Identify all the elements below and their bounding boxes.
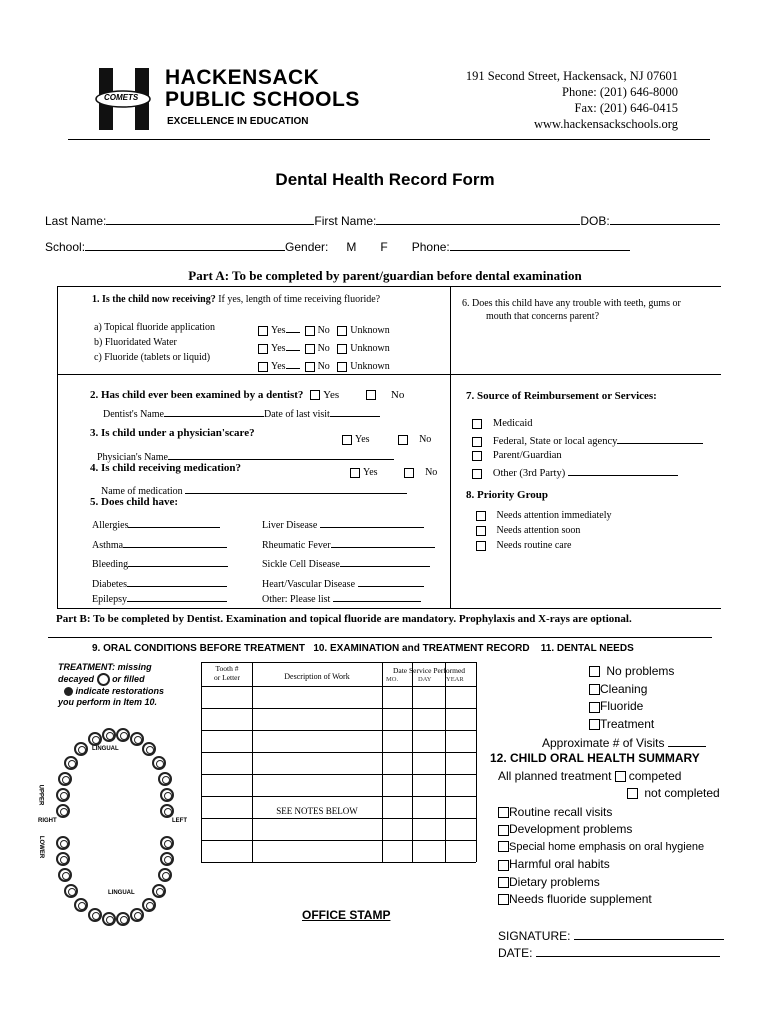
last-name-label: Last Name: — [45, 214, 107, 228]
q4-yes-checkbox[interactable] — [350, 468, 360, 478]
need-cleaning: Cleaning — [589, 681, 674, 699]
q7-item-medicaid: Medicaid — [472, 417, 703, 431]
q4-no-checkbox[interactable] — [404, 468, 414, 478]
checkbox[interactable] — [472, 437, 482, 447]
chart-label-lower: LOWER — [38, 835, 45, 859]
q3-yes-checkbox[interactable] — [342, 435, 352, 445]
table-row-line — [201, 796, 476, 797]
checkbox[interactable] — [472, 419, 482, 429]
q8-items — [476, 508, 611, 553]
q1-note: If yes, length of time receiving fluoride? — [218, 294, 381, 305]
dob-label: DOB: — [580, 214, 610, 228]
phone-label: Phone: — [411, 240, 450, 254]
q7-item-other: Other (3rd Party) — [472, 463, 703, 481]
table-column-line — [252, 662, 253, 862]
treatment-note: TREATMENT: missing decayed or filled indicate restorations you perform in Item 10. — [58, 662, 165, 707]
logo-badge-text: COMETS — [104, 93, 139, 102]
table-row-line — [201, 708, 476, 709]
table-row-line — [201, 818, 476, 819]
dentist-name-label: Dentist's Name — [103, 409, 164, 420]
summary-fluoride-supplement: Needs fluoride supplement — [498, 891, 704, 908]
summary-hygiene: Special home emphasis on oral hygiene — [498, 839, 704, 856]
condition-allergies: Allergies — [92, 515, 228, 535]
need-no-problems: No problems — [589, 663, 674, 681]
condition-asthma: Asthma — [92, 535, 228, 555]
q4-block — [90, 462, 241, 474]
logo-tagline: EXCELLENCE IN EDUCATION — [167, 116, 309, 127]
table-column-line — [476, 662, 477, 862]
checkbox[interactable] — [305, 326, 315, 336]
length-field[interactable] — [286, 356, 300, 369]
checkbox[interactable] — [337, 344, 347, 354]
office-stamp-label: OFFICE STAMP — [302, 908, 391, 922]
checkbox[interactable] — [305, 362, 315, 372]
medication-row — [101, 481, 407, 497]
signature-field[interactable] — [574, 927, 724, 940]
top-fields-row2 — [45, 238, 735, 254]
physician-row — [97, 447, 394, 463]
date-row: DATE: — [498, 944, 720, 960]
checkbox[interactable] — [498, 894, 509, 905]
see-notes-below: SEE NOTES BELOW — [276, 806, 358, 816]
summary-list — [498, 804, 704, 908]
checkbox[interactable] — [498, 841, 509, 852]
length-field[interactable] — [286, 320, 300, 333]
gender-m-option[interactable]: M — [346, 240, 357, 254]
school-website: www.hackensackschools.org — [533, 117, 678, 131]
rheumatic-field[interactable] — [331, 535, 435, 548]
q7-items — [472, 417, 703, 481]
school-phone: Phone: (201) 646-8000 — [562, 85, 678, 99]
tooth-icon[interactable] — [160, 788, 174, 802]
filled-tooth-icon — [64, 687, 73, 696]
tooth-icon[interactable] — [74, 898, 88, 912]
tooth-icon[interactable] — [64, 884, 78, 898]
section-11-label: 11. DENTAL NEEDS — [540, 643, 634, 654]
tooth-icon[interactable] — [160, 804, 174, 818]
school-label: School: — [45, 240, 86, 254]
q8-item-soon: Needs attention soon — [476, 523, 611, 538]
chart-label-lingual-bottom: LINGUAL — [108, 890, 135, 896]
condition-sickle-cell: Sickle Cell Disease — [262, 554, 435, 574]
q6-label: 6. Does this child have any trouble with teeth, gums or — [462, 298, 681, 309]
summary-dietary: Dietary problems — [498, 874, 704, 891]
tooth-icon[interactable] — [152, 756, 166, 770]
chart-label-lingual-top: LINGUAL — [92, 746, 119, 752]
q3-no-checkbox[interactable] — [398, 435, 408, 445]
physician-name-field[interactable] — [168, 447, 394, 460]
tooth-icon[interactable] — [88, 908, 102, 922]
checkbox[interactable] — [476, 541, 486, 551]
decayed-tooth-icon — [97, 673, 110, 686]
top-fields-row1 — [45, 212, 735, 228]
q1-items — [94, 320, 215, 365]
table-column-line — [445, 662, 446, 862]
checkbox[interactable] — [589, 684, 600, 695]
tooth-icon[interactable] — [142, 742, 156, 756]
tooth-icon[interactable] — [160, 852, 174, 866]
table-row-line — [201, 686, 476, 687]
tooth-icon[interactable] — [152, 884, 166, 898]
tooth-icon[interactable] — [160, 836, 174, 850]
chart-label-upper: UPPER — [37, 784, 44, 806]
liver-field[interactable] — [320, 515, 424, 528]
table-header-tooth: Tooth # or Letter — [213, 664, 241, 682]
treatment-record-table — [201, 662, 476, 902]
all-planned-row: All planned treatment competed — [498, 769, 682, 783]
tooth-icon[interactable] — [102, 728, 116, 742]
q7-item-agency: Federal, State or local agency — [472, 431, 703, 449]
part-a-left-rule — [57, 286, 58, 608]
checkbox[interactable] — [337, 326, 347, 336]
signature-row: SIGNATURE: — [498, 927, 724, 943]
part-a-heading: Part A: To be completed by parent/guardian before dental examination — [188, 268, 582, 283]
checkbox[interactable] — [498, 825, 509, 836]
q2-label: 2. Has child ever been examined by a dentist? — [90, 389, 304, 401]
medication-name-field[interactable] — [185, 481, 407, 494]
section-10-label: 10. EXAMINATION and TREATMENT RECORD — [313, 643, 530, 654]
tooth-icon[interactable] — [56, 836, 70, 850]
logo-name-line1: HACKENSACK — [165, 66, 320, 89]
q3-label: 3. Is child under a physician'scare? — [90, 427, 255, 439]
checkbox[interactable] — [305, 344, 315, 354]
checkbox[interactable] — [472, 469, 482, 479]
q6-label-2: mouth that concerns parent? — [486, 311, 600, 322]
q3-options: Yes No — [342, 434, 431, 445]
q1-item-c: c) Fluoride (tablets or liquid) — [94, 352, 211, 363]
checkbox[interactable] — [589, 719, 600, 730]
q4-label: 4. Is child receiving medication? — [90, 462, 242, 474]
q7-item-parent: Parent/Guardian — [472, 449, 703, 463]
school-address: 191 Second Street, Hackensack, NJ 07601 — [465, 69, 678, 83]
q1-row-a: Yes No Unknown — [258, 320, 390, 338]
dentist-row — [103, 404, 380, 420]
q2-yes-checkbox[interactable] — [310, 390, 320, 400]
last-visit-field[interactable] — [330, 404, 380, 417]
condition-other: Other: Please list — [262, 589, 435, 609]
other-field[interactable] — [333, 589, 421, 602]
tooth-icon[interactable] — [116, 912, 130, 926]
q6-block — [462, 297, 681, 323]
table-row-line — [201, 730, 476, 731]
tooth-icon[interactable] — [74, 742, 88, 756]
table-row-line — [201, 752, 476, 753]
checkbox[interactable] — [476, 511, 486, 521]
chart-label-left: LEFT — [172, 818, 187, 824]
table-row-line — [201, 774, 476, 775]
header-divider — [68, 139, 710, 140]
tooth-icon[interactable] — [58, 868, 72, 882]
q1-item-a: a) Topical fluoride application — [94, 322, 216, 333]
tooth-icon[interactable] — [58, 772, 72, 786]
table-row-line — [201, 662, 476, 663]
first-name-field[interactable] — [376, 212, 580, 225]
checkbox[interactable] — [589, 702, 600, 713]
diabetes-field[interactable] — [127, 574, 227, 587]
summary-routine-recall: Routine recall visits — [498, 804, 704, 821]
approx-visits-field[interactable] — [668, 734, 706, 747]
q1-block — [92, 294, 380, 305]
heart-field[interactable] — [358, 574, 424, 587]
need-treatment: Treatment — [589, 716, 674, 734]
gender-label: Gender: — [285, 240, 329, 254]
medication-name-label: Name of medication — [101, 486, 183, 497]
q1-row-c: Yes No Unknown — [258, 356, 390, 374]
q1-row-b: Yes No Unknown — [258, 338, 390, 356]
part-b-section-headers — [92, 643, 634, 654]
need-fluoride: Fluoride — [589, 698, 674, 716]
asthma-field[interactable] — [123, 535, 227, 548]
q7-label: 7. Source of Reimbursement or Services: — [466, 390, 657, 402]
last-name-field[interactable] — [106, 212, 314, 225]
condition-bleeding: Bleeding — [92, 554, 228, 574]
section-9-label: 9. ORAL CONDITIONS BEFORE TREATMENT — [92, 643, 305, 654]
part-a-row-rule — [57, 374, 721, 375]
school-field[interactable] — [85, 238, 285, 251]
not-completed-row: not completed — [627, 786, 720, 800]
tooth-icon[interactable] — [88, 732, 102, 746]
tooth-icon[interactable] — [64, 756, 78, 770]
form-title: Dental Health Record Form — [275, 170, 495, 189]
table-row-line — [201, 840, 476, 841]
summary-oral-habits: Harmful oral habits — [498, 856, 704, 873]
tooth-chart[interactable] — [36, 716, 186, 936]
table-row-line — [201, 862, 476, 863]
first-name-label: First Name: — [314, 214, 377, 228]
q8-item-immediate: Needs attention immediately — [476, 508, 611, 523]
q1-label: 1. Is the child now receiving? — [92, 294, 216, 305]
tooth-icon[interactable] — [130, 732, 144, 746]
part-a-top-rule — [57, 286, 721, 287]
part-b-heading: Part B: To be completed by Dentist. Examination and topical fluoride are mandatory. Prophylaxis and X-rays are optional. — [56, 613, 632, 625]
epilepsy-field[interactable] — [127, 589, 227, 602]
checkbox[interactable] — [472, 451, 482, 461]
dentist-name-field[interactable] — [164, 404, 264, 417]
tooth-icon[interactable] — [130, 908, 144, 922]
logo-name-line2: PUBLIC SCHOOLS — [165, 88, 360, 111]
dental-needs-list — [589, 663, 674, 733]
q1-item-b: b) Fluoridated Water — [94, 337, 177, 348]
q5-label: 5. Does child have: — [90, 496, 178, 508]
tooth-icon[interactable] — [102, 912, 116, 926]
agency-field[interactable] — [617, 431, 703, 444]
tooth-icon[interactable] — [142, 898, 156, 912]
bleeding-field[interactable] — [128, 554, 228, 567]
last-visit-label: Date of last visit — [263, 409, 330, 420]
checkbox[interactable] — [498, 807, 509, 818]
condition-epilepsy: Epilepsy — [92, 589, 228, 609]
contact-block — [466, 68, 678, 132]
not-completed-checkbox[interactable] — [627, 788, 638, 799]
q5-conditions-left — [92, 515, 228, 609]
part-b-rule — [48, 637, 712, 638]
section-12-label: 12. CHILD ORAL HEALTH SUMMARY — [490, 751, 700, 765]
allergies-field[interactable] — [128, 515, 220, 528]
checkbox[interactable] — [337, 362, 347, 372]
checkbox[interactable] — [498, 860, 509, 871]
table-header-date: Date Service Performed — [392, 666, 466, 675]
condition-rheumatic: Rheumatic Fever — [262, 535, 435, 555]
tooth-icon[interactable] — [116, 728, 130, 742]
gender-f-option[interactable]: F — [380, 240, 388, 254]
q5-conditions-right — [262, 515, 435, 609]
checkbox[interactable] — [258, 344, 268, 354]
condition-liver: Liver Disease — [262, 515, 435, 535]
table-column-line — [201, 662, 202, 862]
tooth-icon[interactable] — [56, 852, 70, 866]
q4-options: Yes No — [350, 467, 437, 478]
checkbox[interactable] — [589, 666, 600, 677]
q8-item-routine: Needs routine care — [476, 538, 611, 553]
q2-block: 2. Has child ever been examined by a dentist? Yes No — [90, 389, 405, 401]
phone-field[interactable] — [450, 238, 630, 251]
date-field[interactable] — [536, 944, 720, 957]
table-header-description: Description of Work — [284, 672, 350, 681]
checkbox[interactable] — [258, 326, 268, 336]
q8-label: 8. Priority Group — [466, 489, 548, 501]
length-field[interactable] — [286, 338, 300, 351]
chart-label-right: RIGHT — [38, 818, 57, 824]
table-column-line — [382, 662, 383, 862]
approx-visits-row: Approximate # of Visits — [542, 734, 706, 750]
district-logo — [95, 66, 375, 132]
checkbox[interactable] — [498, 877, 509, 888]
completed-checkbox[interactable] — [615, 771, 626, 782]
condition-heart: Heart/Vascular Disease — [262, 574, 435, 594]
part-a-mid-rule — [450, 286, 451, 608]
tooth-icon[interactable] — [56, 804, 70, 818]
third-party-field[interactable] — [568, 463, 678, 476]
dob-field[interactable] — [610, 212, 720, 225]
q2-no-checkbox[interactable] — [366, 390, 376, 400]
tooth-icon[interactable] — [158, 772, 172, 786]
checkbox[interactable] — [258, 362, 268, 372]
checkbox[interactable] — [476, 526, 486, 536]
tooth-icon[interactable] — [56, 788, 70, 802]
physician-name-label: Physician's Name — [97, 452, 168, 463]
table-column-line — [412, 662, 413, 862]
condition-diabetes: Diabetes — [92, 574, 228, 594]
tooth-icon[interactable] — [158, 868, 172, 882]
sickle-cell-field[interactable] — [340, 554, 430, 567]
summary-development: Development problems — [498, 821, 704, 838]
school-fax: Fax: (201) 646-0415 — [574, 101, 678, 115]
q1-options — [258, 320, 390, 374]
